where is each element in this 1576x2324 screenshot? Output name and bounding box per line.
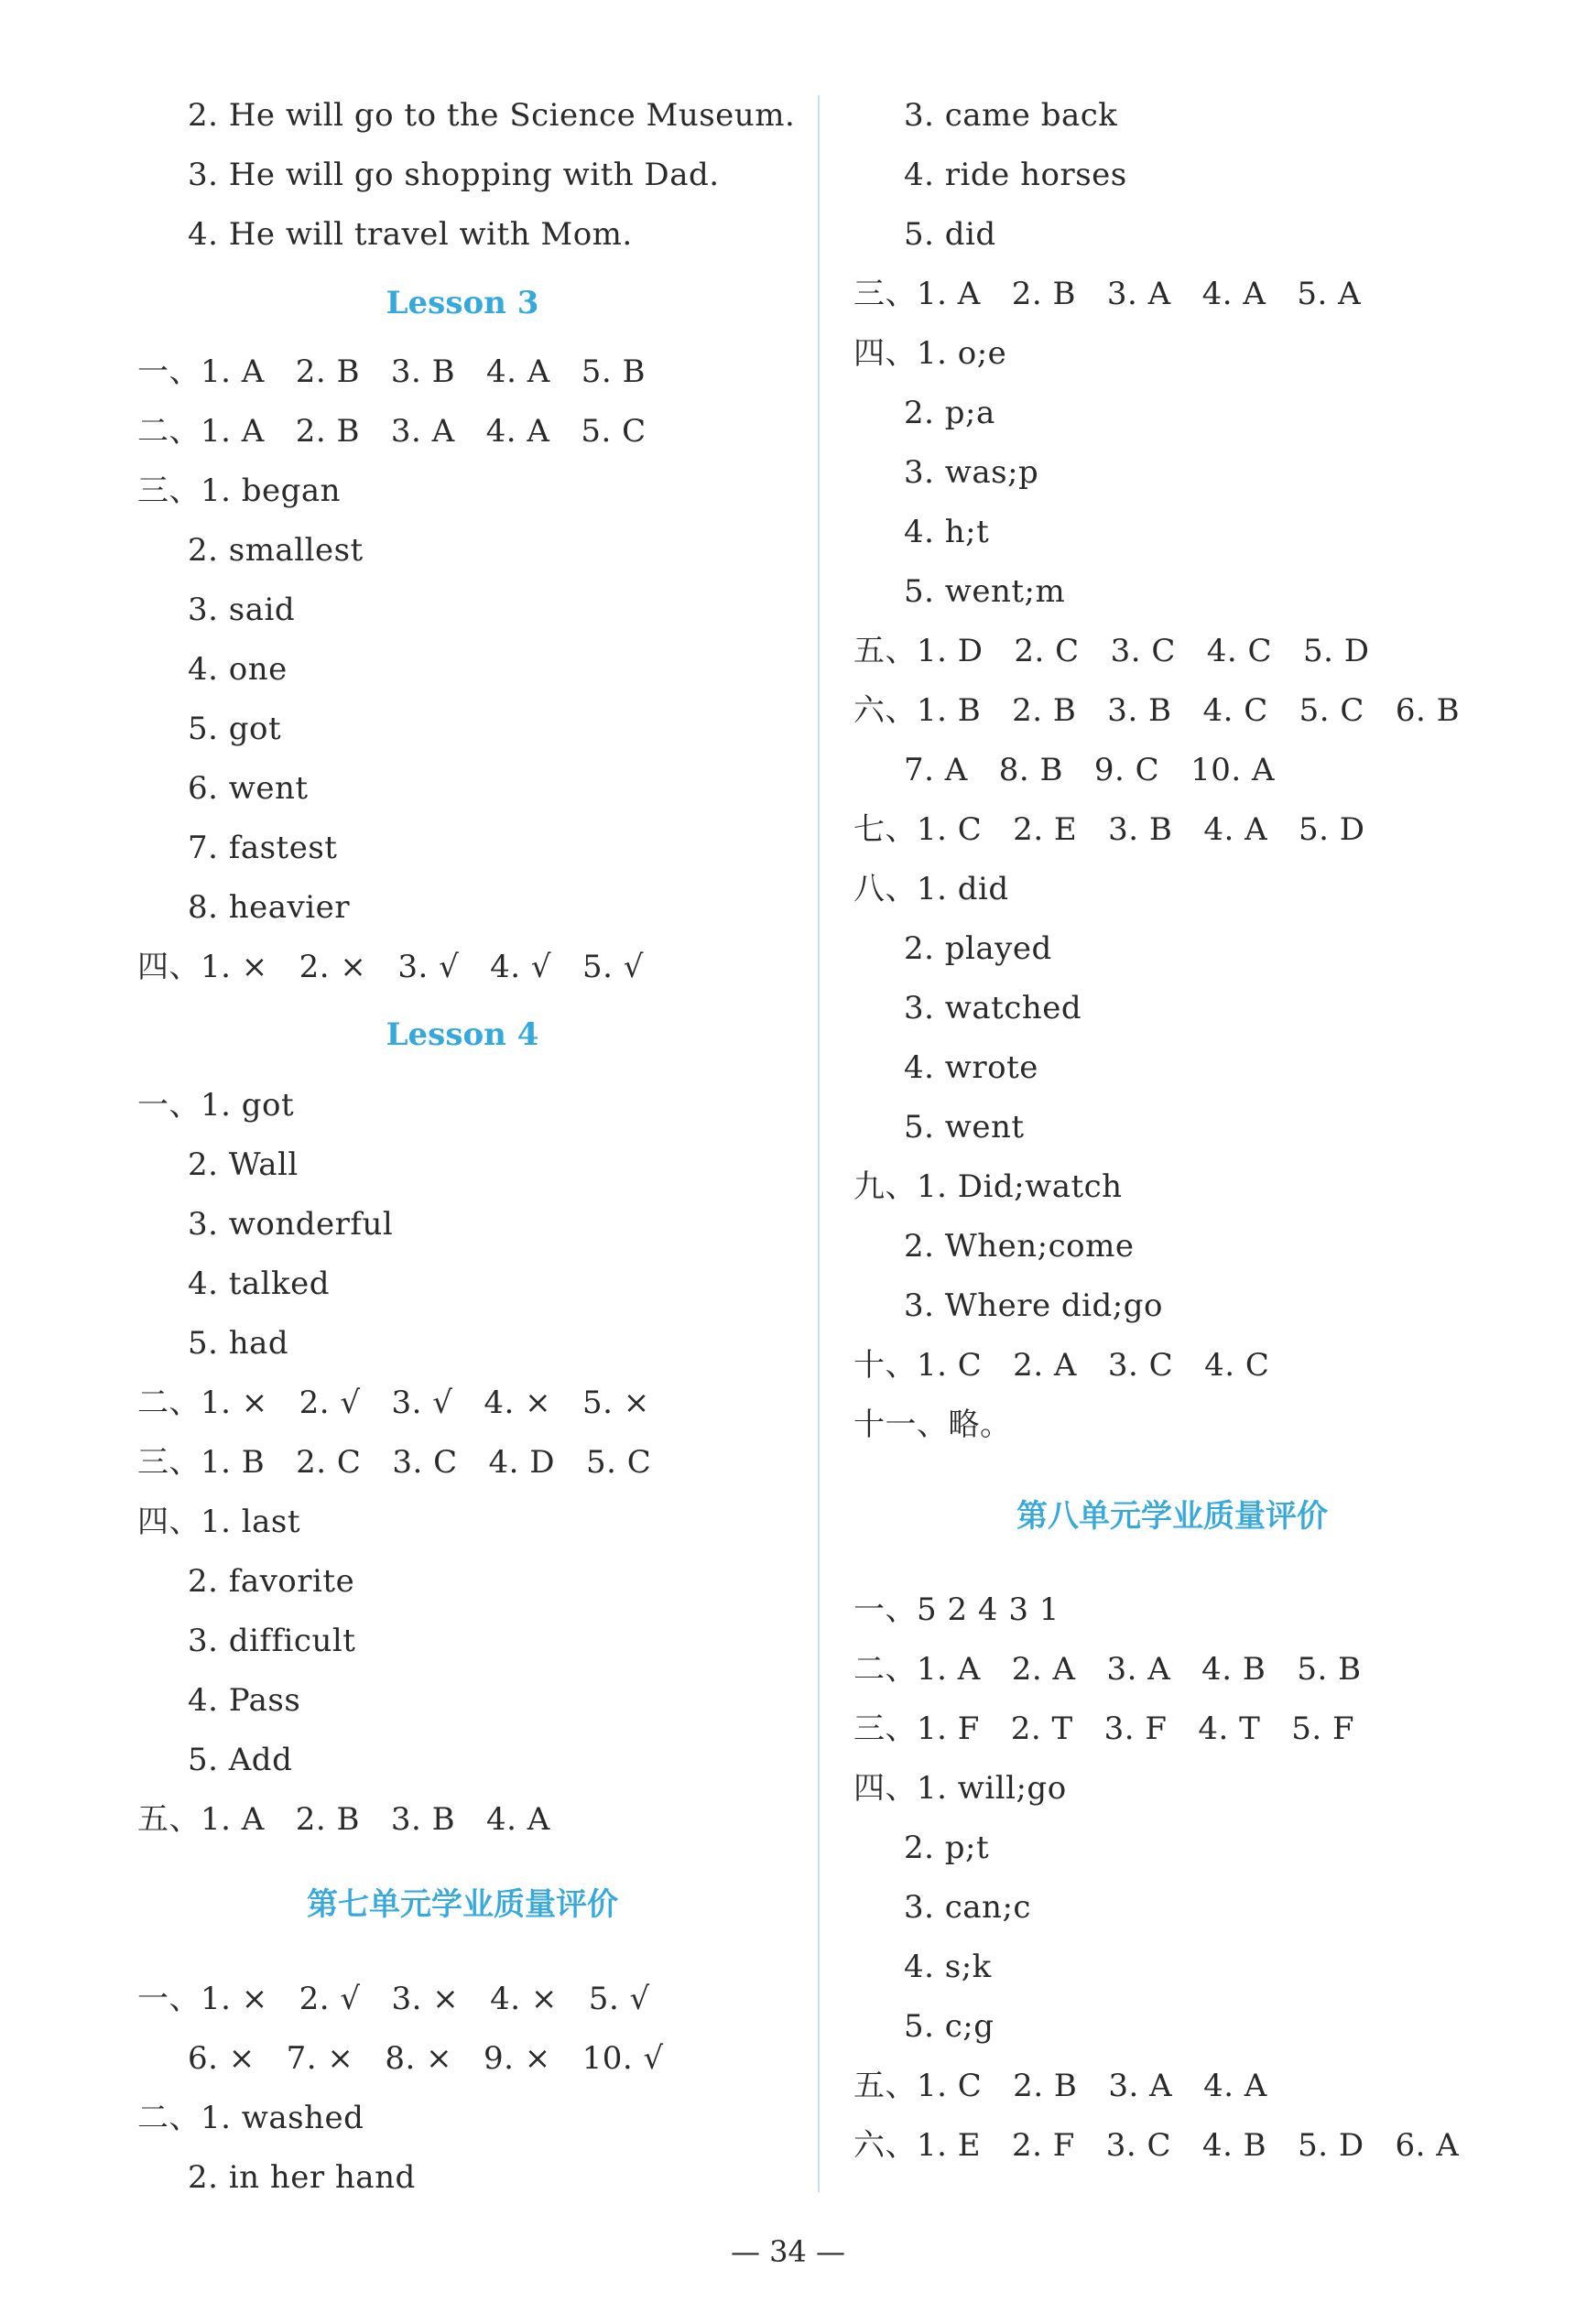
answer-line: 2. smallest xyxy=(188,532,364,569)
answer-line: 一、1. A 2. B 3. B 4. A 5. B xyxy=(137,353,646,390)
answer-line: 三、1. F 2. T 3. F 4. T 5. F xyxy=(853,1710,1355,1747)
answer-line: 一、1. got xyxy=(137,1087,295,1124)
answer-line: 2. p;a xyxy=(904,395,995,431)
answer-line: 5. had xyxy=(188,1325,289,1362)
answer-line: 7. fastest xyxy=(188,830,338,866)
page-number: — 34 — xyxy=(730,2234,846,2269)
answer-line: 二、1. A 2. A 3. A 4. B 5. B xyxy=(853,1651,1362,1688)
answer-line: 2. p;t xyxy=(904,1830,990,1866)
answer-line: 5. did xyxy=(904,216,996,253)
answer-line: 6. went xyxy=(188,770,309,807)
section-heading: 第八单元学业质量评价 xyxy=(1016,1498,1328,1535)
answer-line: 4. s;k xyxy=(904,1949,992,1985)
answer-line: 四、1. last xyxy=(137,1504,301,1540)
answer-line: 六、1. E 2. F 3. C 4. B 5. D 6. A xyxy=(853,2127,1460,2164)
answer-line: 3. watched xyxy=(904,990,1082,1026)
answer-line: 8. heavier xyxy=(188,889,350,926)
answer-line: 4. ride horses xyxy=(904,157,1127,193)
answer-line: 三、1. began xyxy=(137,472,342,509)
answer-line: 3. difficult xyxy=(188,1623,356,1659)
answer-line: 2. in her hand xyxy=(188,2159,416,2196)
answer-line: 4. talked xyxy=(188,1265,331,1302)
answer-line: 5. c;g xyxy=(904,2008,995,2045)
answer-line: 6. × 7. × 8. × 9. × 10. √ xyxy=(188,2040,664,2077)
answer-line: 十、1. C 2. A 3. C 4. C xyxy=(853,1347,1270,1384)
answer-line: 四、1. o;e xyxy=(853,335,1007,372)
answer-line: 3. was;p xyxy=(904,454,1039,491)
answer-line: 三、1. A 2. B 3. A 4. A 5. A xyxy=(853,276,1362,312)
answer-line: 二、1. A 2. B 3. A 4. A 5. C xyxy=(137,413,647,450)
answer-line: 3. Where did;go xyxy=(904,1287,1163,1324)
answer-line: 2. Wall xyxy=(188,1146,299,1183)
answer-line: 2. He will go to the Science Museum. xyxy=(188,97,796,134)
answer-line: 二、1. × 2. √ 3. √ 4. × 5. × xyxy=(137,1385,650,1421)
answer-line: 五、1. C 2. B 3. A 4. A xyxy=(853,2068,1267,2104)
answer-line: 四、1. will;go xyxy=(853,1770,1067,1807)
answer-line: 5. went;m xyxy=(904,573,1066,610)
section-heading: 第七单元学业质量评价 xyxy=(307,1886,618,1923)
answer-line: 3. came back xyxy=(904,97,1118,134)
answer-line: 4. one xyxy=(188,651,288,688)
answer-line: 3. wonderful xyxy=(188,1206,394,1243)
answer-line: 2. played xyxy=(904,930,1052,967)
answer-line: 八、1. did xyxy=(853,871,1009,907)
answer-line: 二、1. washed xyxy=(137,2100,364,2136)
answer-line: 5. Add xyxy=(188,1742,293,1778)
answer-line: 三、1. B 2. C 3. C 4. D 5. C xyxy=(137,1444,652,1481)
answer-line: 四、1. × 2. × 3. √ 4. √ 5. √ xyxy=(137,949,644,985)
answer-line: 七、1. C 2. E 3. B 4. A 5. D xyxy=(853,811,1365,848)
answer-line: 五、1. A 2. B 3. B 4. A xyxy=(137,1801,550,1838)
column-divider xyxy=(818,95,820,2192)
answer-line: 4. He will travel with Mom. xyxy=(188,216,633,253)
answer-line: 7. A 8. B 9. C 10. A xyxy=(904,752,1275,788)
answer-line: 3. He will go shopping with Dad. xyxy=(188,157,720,193)
answer-line: 2. When;come xyxy=(904,1228,1135,1265)
answer-line: 十一、略。 xyxy=(853,1406,1012,1443)
answer-line: 4. h;t xyxy=(904,514,990,550)
answer-line: 4. Pass xyxy=(188,1682,301,1719)
answer-line: 3. said xyxy=(188,592,296,628)
answer-line: 2. favorite xyxy=(188,1563,355,1600)
answer-line: 六、1. B 2. B 3. B 4. C 5. C 6. B xyxy=(853,692,1461,729)
answer-line: 一、1. × 2. √ 3. × 4. × 5. √ xyxy=(137,1981,650,2017)
answer-line: 五、1. D 2. C 3. C 4. C 5. D xyxy=(853,633,1370,669)
answer-line: 4. wrote xyxy=(904,1049,1038,1086)
answer-line: 一、5 2 4 3 1 xyxy=(853,1591,1060,1628)
answer-line: 九、1. Did;watch xyxy=(853,1168,1123,1205)
answer-line: 5. got xyxy=(188,711,282,747)
answer-line: 3. can;c xyxy=(904,1889,1031,1926)
section-heading: Lesson 4 xyxy=(386,1016,539,1053)
answer-line: 5. went xyxy=(904,1109,1025,1146)
section-heading: Lesson 3 xyxy=(386,285,539,321)
